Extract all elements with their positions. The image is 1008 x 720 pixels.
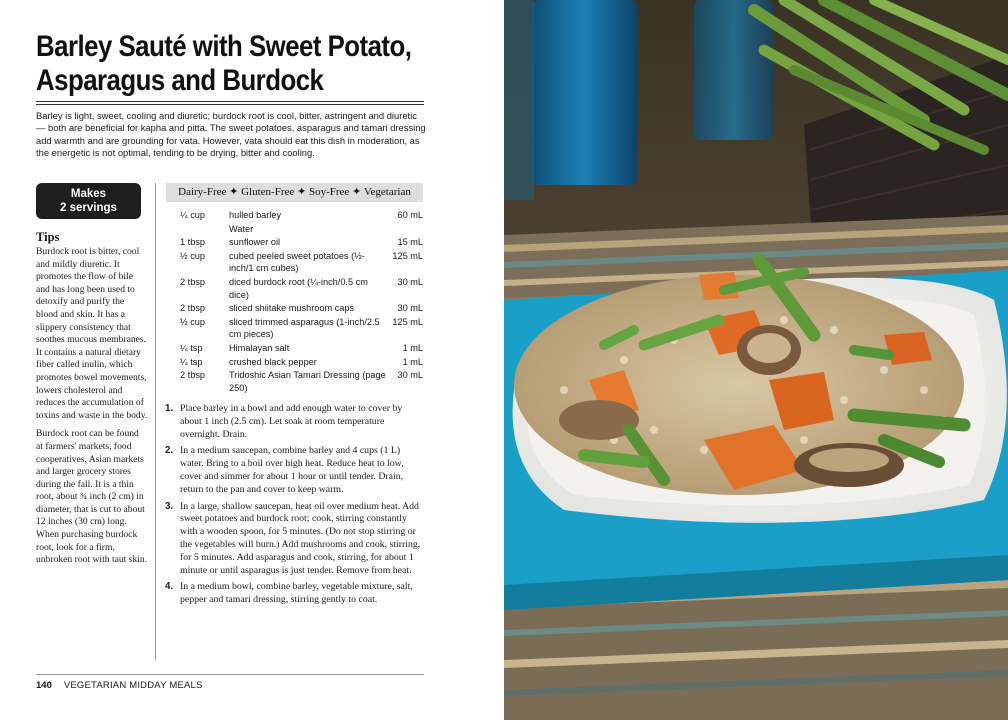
dietary-tags-bar: Dairy-Free ✦ Gluten-Free ✦ Soy-Free ✦ Vegetarian [166, 183, 423, 202]
ingredient-qty: 2 tbsp [180, 276, 206, 287]
ingredient-row [180, 302, 423, 315]
servings-badge [36, 183, 141, 219]
dish-photo-illustration [504, 0, 1008, 720]
ingredient-metric: 30 mL [397, 370, 423, 381]
method-step [165, 445, 423, 496]
recipe-intro: Barley is light, sweet, cooling and diuretic; burdock root is cool, bitter, astringent and diuretic — both are beneficial for kapha and pitta. The sweet potatoes, asparagus and tamari dressing add warmth and are grounding for vata. However, vata should eat this dish in moderation, as the energetic is not optimal, tending to be drying, bitter and cooling. [36, 110, 426, 159]
ingredient-name: crushed black pepper [229, 356, 317, 367]
ingredient-metric: 125 mL [392, 250, 423, 261]
ingredient-metric: 1 mL [402, 342, 423, 353]
ingredient-row [180, 209, 423, 222]
step-text: In a large, shallow saucepan, heat oil over medium heat. Add sweet potatoes and burdock root; cook, stirring constantly with a wooden spoon, for 5 minutes. (Do not stop stirring or the vegetables will burn.) Add mushrooms and cook, stirring, for 5 minutes. Add asparagus and cook, stirring, for about 1 minute or until asparagus is just tender. Remove from heat. [180, 500, 421, 576]
ingredient-qty: 2 tbsp [180, 370, 206, 381]
ingredient-qty: ½ cup [180, 250, 206, 261]
method-step [165, 403, 423, 441]
ingredient-metric: 30 mL [397, 303, 423, 314]
step-number: 4. [165, 581, 174, 593]
dish-photo [504, 0, 1008, 720]
ingredient-name: sliced shiitake mushroom caps [229, 303, 355, 314]
step-number: 3. [165, 500, 174, 512]
page-number: 140 [36, 680, 52, 691]
ingredient-qty: 2 tbsp [180, 303, 206, 314]
tip-paragraph-2: Burdock root can be found at farmers' markets, food cooperatives, Asian markets and larger grocery stores during the fall. It is a thin root, about ¾ inch (2 cm) in diameter, that is cut to about 12 inches (30 cm) long. When purchasing burdock root, look for a firm, unbroken root with taut skin. [36, 428, 148, 566]
ingredient-name: Water [229, 223, 254, 234]
step-number: 2. [165, 445, 174, 457]
ingredient-list [180, 209, 423, 395]
ingredient-row [180, 223, 423, 236]
ingredient-qty: 1 tbsp [180, 237, 206, 248]
ingredient-metric: 125 mL [392, 316, 423, 327]
ingredient-metric: 30 mL [397, 276, 423, 287]
ingredient-name: sliced trimmed asparagus (1-inch/2.5 cm pieces) [229, 316, 380, 340]
ingredient-name: diced burdock root (¼-inch/0.5 cm dice) [229, 276, 368, 300]
ingredient-row [180, 250, 423, 275]
tip-paragraph-1: Burdock root is bitter, cool and mildly diuretic. It promotes the flow of bile and has long been used to detoxify and purify the blood and skin. It has a slippery consistency that soothes mucous membranes. It contains a natural dietary fiber called inulin, which promotes bowel movements, lowers cholesterol and reduces the accumulation of toxins and waste in the body. [36, 246, 148, 421]
ingredient-row [180, 356, 423, 369]
ingredient-name: Tridoshic Asian Tamari Dressing (page 250) [229, 370, 386, 393]
ingredient-metric: 15 mL [397, 237, 423, 248]
ingredient-name: Himalayan salt [229, 342, 290, 353]
footer-divider [36, 674, 424, 675]
method-steps [165, 403, 423, 611]
servings-label: Makes [70, 188, 107, 200]
ingredient-qty: ¼ tsp [180, 342, 203, 353]
ingredient-qty: ¼ cup [180, 210, 206, 220]
ingredient-row [180, 342, 423, 355]
ingredient-row [180, 276, 423, 301]
ingredient-row [180, 316, 423, 341]
page-footer [36, 680, 203, 692]
ingredient-name: sunflower oil [229, 237, 281, 248]
blue-glass-edge [504, 0, 534, 200]
servings-value: 2 servings [60, 202, 117, 214]
tips-sidebar [36, 246, 148, 573]
section-name: VEGETARIAN MIDDAY MEALS [63, 680, 203, 691]
step-text: In a medium bowl, combine barley, vegetable mixture, salt, pepper and tamari dressing, stirring gently to coat. [180, 581, 413, 606]
title-line-1: Barley Sauté with Sweet Potato, [36, 30, 412, 63]
step-text: In a medium saucepan, combine barley and 4 cups (1 L) water. Bring to a boil over high heat. Reduce heat to low, cover and simmer for about 1 hour or until tender. Drain, return to the pan and cover to keep warm. [180, 445, 404, 495]
column-divider [155, 183, 156, 660]
tips-heading: Tips [36, 230, 60, 244]
method-step [165, 501, 423, 578]
ingredient-metric: 1 mL [402, 356, 423, 367]
blue-glass-left [532, 0, 637, 185]
title-divider [36, 101, 424, 102]
title-line-2: Asparagus and Burdock [36, 64, 324, 97]
ingredient-row [180, 369, 423, 394]
title-divider-secondary [36, 104, 424, 105]
ingredient-qty: ½ cup [180, 316, 206, 327]
ingredient-name: cubed peeled sweet potatoes (½-inch/1 cm cubes) [229, 250, 365, 274]
recipe-title [36, 30, 412, 98]
ingredient-qty: ¼ tsp [180, 356, 203, 367]
ingredient-metric: 60 mL [397, 210, 423, 220]
ingredient-name: hulled barley [229, 210, 282, 220]
method-step [165, 581, 423, 607]
step-number: 1. [165, 403, 174, 414]
ingredient-row [180, 236, 423, 249]
step-text: Place barley in a bowl and add enough water to cover by about 1 inch (2.5 cm). Let soak at room temperature overnight. Drain. [180, 403, 403, 440]
